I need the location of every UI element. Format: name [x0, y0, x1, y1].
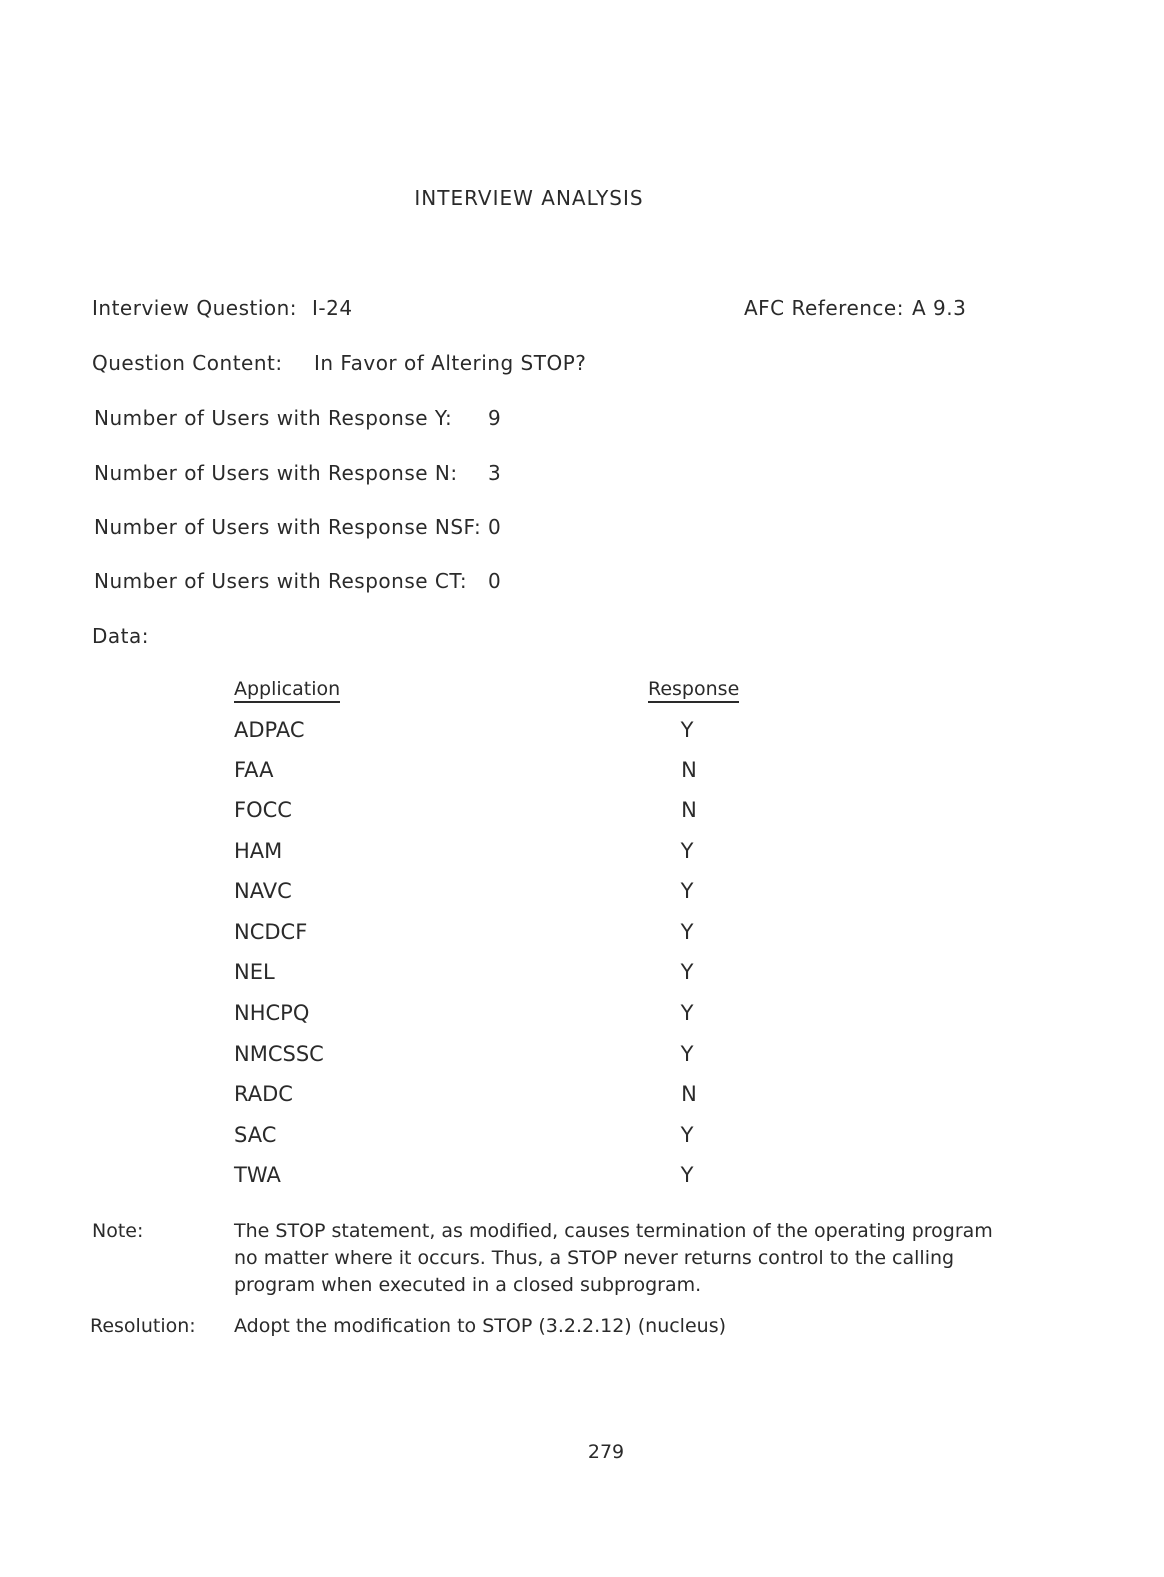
count-label: Number of Users with Response CT:: [94, 569, 468, 593]
question-content-value: In Favor of Altering STOP?: [314, 351, 587, 375]
resolution-text: Adopt the modification to STOP (3.2.2.12) (nucleus): [234, 1315, 727, 1337]
application-cell: NHCPQ: [234, 1001, 310, 1025]
response-cell: Y: [680, 920, 694, 944]
response-cell: Y: [680, 1123, 694, 1147]
application-cell: HAM: [234, 839, 283, 863]
data-label: Data:: [92, 624, 149, 648]
application-cell: NEL: [234, 960, 275, 984]
count-value: 3: [488, 461, 502, 485]
afc-reference-value: A 9.3: [912, 296, 967, 320]
application-cell: NAVC: [234, 879, 292, 903]
application-cell: FOCC: [234, 798, 292, 822]
page-title: INTERVIEW ANALYSIS: [414, 186, 644, 210]
response-cell: Y: [680, 1163, 694, 1187]
count-value: 9: [488, 406, 502, 430]
response-cell: N: [681, 798, 697, 822]
page-number: 279: [587, 1441, 625, 1463]
application-cell: RADC: [234, 1082, 293, 1106]
application-cell: NCDCF: [234, 920, 308, 944]
application-cell: FAA: [234, 758, 274, 782]
question-label: Interview Question:: [92, 296, 298, 320]
question-content-label: Question Content:: [92, 351, 283, 375]
count-label: Number of Users with Response Y:: [94, 406, 453, 430]
application-cell: SAC: [234, 1123, 277, 1147]
count-value: 0: [488, 515, 502, 539]
question-value: I-24: [312, 296, 353, 320]
count-value: 0: [488, 569, 502, 593]
note-label: Note:: [92, 1220, 144, 1242]
response-cell: Y: [680, 960, 694, 984]
response-cell: Y: [680, 879, 694, 903]
application-cell: TWA: [234, 1163, 281, 1187]
afc-reference-label: AFC Reference:: [744, 296, 904, 320]
response-cell: N: [681, 758, 697, 782]
count-label: Number of Users with Response N:: [94, 461, 458, 485]
response-cell: Y: [680, 1042, 694, 1066]
note-text: The STOP statement, as modified, causes termination of the operating program no matter where it occurs. Thus, a STOP never returns control to the calling program when executed in a closed subprogram.: [234, 1220, 993, 1296]
column-header-application: Application: [234, 678, 340, 703]
count-label: Number of Users with Response NSF:: [94, 515, 482, 539]
response-cell: Y: [680, 1001, 694, 1025]
column-header-response: Response: [648, 678, 739, 703]
application-cell: NMCSSC: [234, 1042, 324, 1066]
resolution-label: Resolution:: [90, 1315, 196, 1337]
response-cell: N: [681, 1082, 697, 1106]
response-cell: Y: [680, 839, 694, 863]
response-cell: Y: [680, 718, 694, 742]
application-cell: ADPAC: [234, 718, 305, 742]
